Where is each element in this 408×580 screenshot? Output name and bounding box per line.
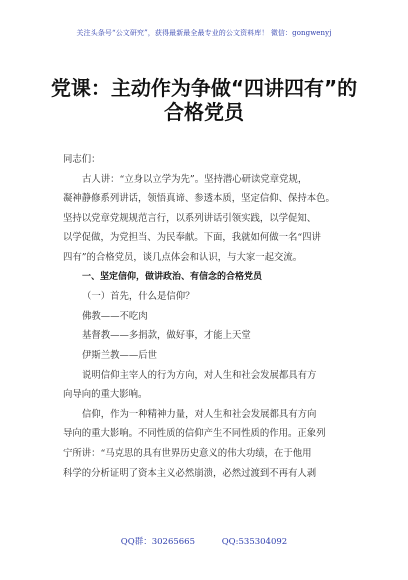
para1-line: 坚持以党章党规规范言行，以系列讲话引领实践，以学促知、	[63, 212, 317, 224]
title-line-2: 合格党员	[164, 100, 244, 124]
religion-item: 基督教——多捐款，做好事，才能上天堂	[82, 330, 251, 342]
para3-line: 科学的分析证明了资本主义必然崩溃，必然过渡到不再有人剥	[63, 467, 317, 479]
para1-line: 以学促做，为党担当、为民奉献。下面，我就如何做一名“四讲	[63, 232, 321, 244]
qq-group-label: QQ群：30265665	[120, 537, 195, 547]
para1-line: 四有”的合格党员，谈几点体会和认识，与大家一起交流。	[63, 251, 303, 263]
para3-line: 宁所讲：“马克思的具有世界历史意义的伟大功绩，在于他用	[63, 447, 312, 459]
title-line-1: 党课：主动作为争做“四讲四有”的	[50, 76, 358, 100]
para2-line: 向导向的重大影响。	[63, 389, 148, 401]
para1-line: 古人讲：“立身以立学为先”。坚持潜心研读党章党规，	[82, 173, 308, 185]
salutation: 同志们：	[63, 154, 101, 165]
footer-contact	[0, 535, 408, 547]
para3-line: 信仰，作为一种精神力量，对人生和社会发展都具有方向	[82, 408, 317, 420]
subheading-1: （一）首先，什么是信仰？	[82, 291, 195, 303]
para1-line: 凝神静修系列讲话，领悟真谛、参透本质，坚定信仰、保持本色。	[63, 193, 335, 205]
document-body	[63, 150, 348, 483]
para3-line: 导向的重大影响。不同性质的信仰产生不同性质的作用。正象列	[63, 428, 326, 440]
document-title	[0, 76, 408, 124]
header-note: 关注头条号“公文研究”，获得最新最全最专业的公文资料库！ 微信：gongwenyj	[76, 29, 332, 37]
section-heading-1: 一、坚定信仰，做讲政治、有信念的合格党员	[82, 271, 263, 282]
religion-item: 伊斯兰教——后世	[82, 349, 158, 361]
qq-label: QQ:535304092	[221, 537, 288, 547]
para2-line: 说明信仰主宰人的行为方向，对人生和社会发展都具有方	[82, 369, 317, 381]
religion-item: 佛教——不吃肉	[82, 310, 148, 322]
